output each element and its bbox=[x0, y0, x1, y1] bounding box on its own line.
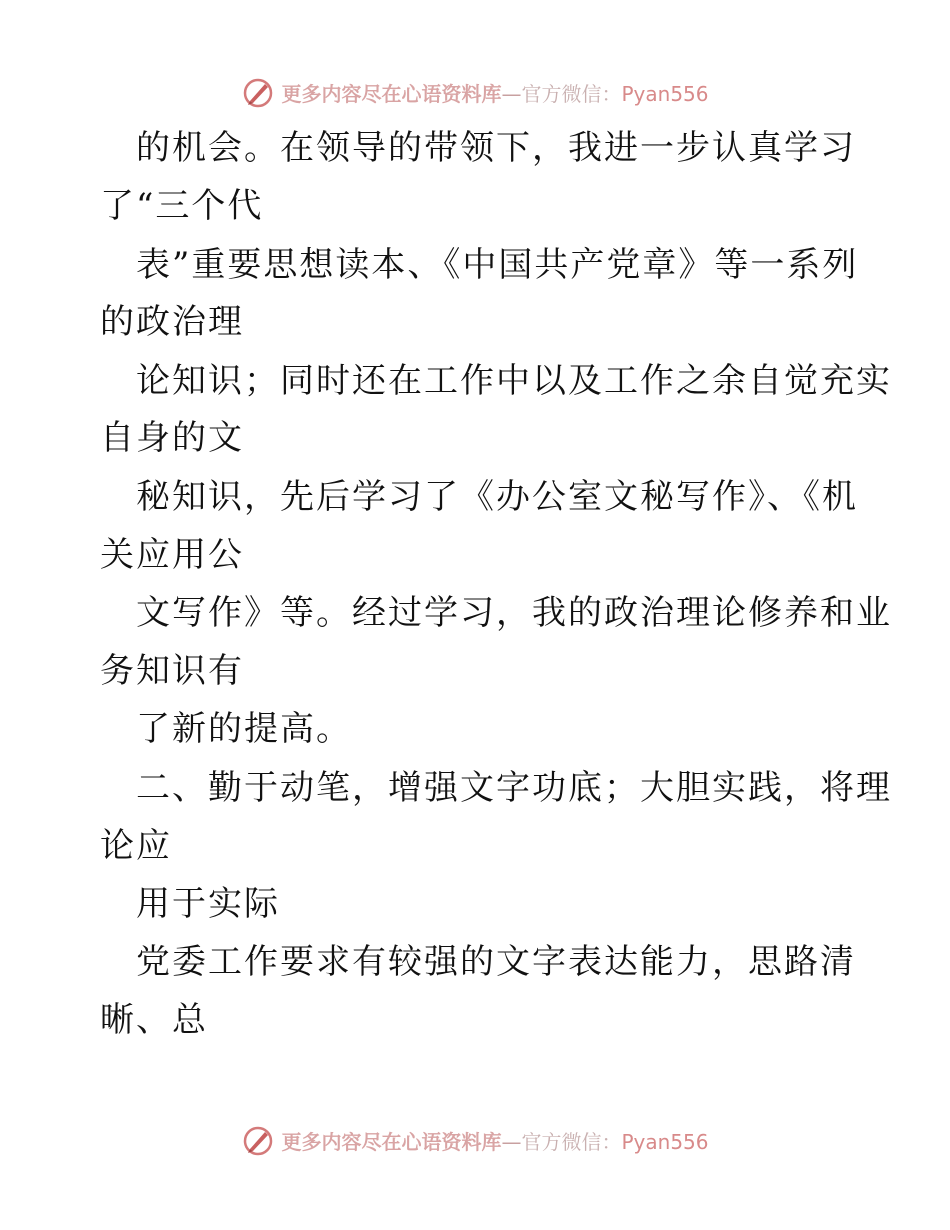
footer-watermark bbox=[0, 1118, 950, 1162]
header-watermark bbox=[0, 70, 950, 114]
watermark-wechat-label: 官方微信： bbox=[521, 1129, 622, 1154]
text-line: 表”重要思想读本、《中国共产党章》等一系列 bbox=[136, 245, 859, 285]
watermark-wechat-label: 官方微信： bbox=[521, 81, 622, 106]
text-line: 的机会。在领导的带领下，我进一步认真学习 bbox=[136, 128, 856, 168]
watermark-main-text: 更多内容尽在心语资料库 bbox=[281, 1129, 502, 1154]
text-line: 了新的提高。 bbox=[136, 709, 352, 749]
text-line: 务知识有 bbox=[100, 651, 244, 691]
text-line: 二、勤于动笔，增强文字功底；大胆实践，将理 bbox=[136, 768, 892, 808]
text-line: 论应 bbox=[100, 826, 172, 866]
text-line: 秘知识，先后学习了《办公室文秘写作》、《机 bbox=[136, 477, 858, 517]
watermark-separator: — bbox=[501, 1129, 522, 1154]
text-line: 用于实际 bbox=[136, 884, 280, 924]
text-line: 自身的文 bbox=[100, 418, 244, 458]
text-line: 论知识；同时还在工作中以及工作之余自觉充实 bbox=[136, 361, 892, 401]
text-line: 文写作》等。经过学习，我的政治理论修养和业 bbox=[136, 593, 892, 633]
watermark-separator: — bbox=[501, 81, 522, 106]
watermark-wechat-id: Pyan556 bbox=[621, 81, 709, 106]
text-line: 关应用公 bbox=[100, 535, 244, 575]
pen-in-circle-icon bbox=[241, 1123, 275, 1157]
text-line: 了“三个代 bbox=[100, 186, 264, 226]
pen-in-circle-icon bbox=[241, 75, 275, 109]
watermark-wechat-id: Pyan556 bbox=[621, 1129, 709, 1154]
text-line: 党委工作要求有较强的文字表达能力，思路清 bbox=[136, 942, 856, 982]
watermark-main-text: 更多内容尽在心语资料库 bbox=[281, 81, 502, 106]
text-line: 晰、总 bbox=[100, 1000, 208, 1040]
text-line: 的政治理 bbox=[100, 302, 244, 342]
